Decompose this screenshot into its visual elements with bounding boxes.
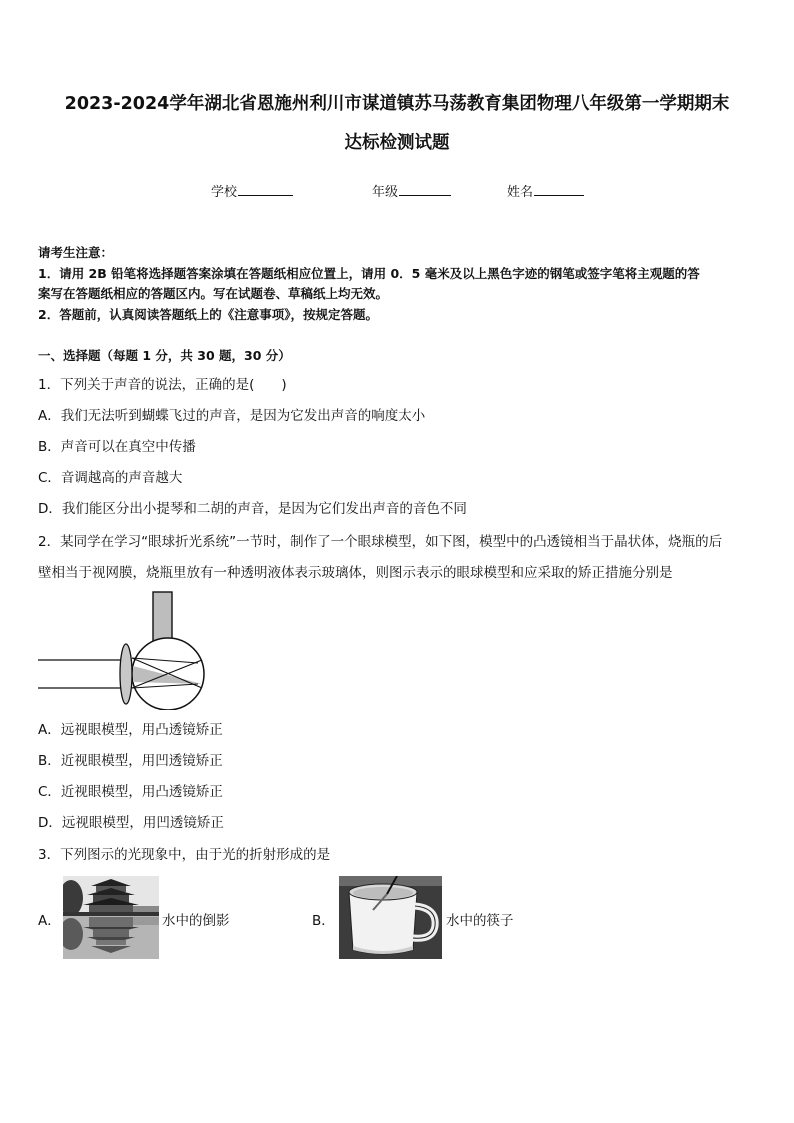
q2-option-d: D．远视眼模型，用凹透镜矫正: [38, 815, 224, 831]
school-blank: [238, 183, 293, 196]
name-blank: [534, 183, 584, 196]
school-label: 学校: [211, 185, 238, 200]
q3-option-b-letter: B．: [312, 913, 335, 929]
exam-title-line2: 达标检测试题: [344, 133, 450, 153]
notice-item2: 2．答题前，认真阅读答题纸上的《注意事项》，按规定答题。: [38, 306, 378, 322]
name-field: [507, 181, 584, 200]
q2-option-a: A．远视眼模型，用凸透镜矫正: [38, 722, 223, 738]
name-label: 姓名: [507, 185, 534, 200]
school-field: [211, 181, 293, 200]
q1-option-b: B．声音可以在真空中传播: [38, 439, 196, 455]
notice-heading: 请考生注意：: [38, 245, 114, 260]
q3-option-b-text: 水中的筷子: [446, 913, 514, 929]
exam-title-line1: 2023-2024学年湖北省恩施州利川市谋道镇苏马荡教育集团物理八年级第一学期期末: [64, 94, 730, 114]
q3-option-a-letter: A．: [38, 913, 61, 929]
q1-stem: 1．下列关于声音的说法，正确的是( ): [38, 377, 287, 393]
grade-label: 年级: [372, 185, 399, 200]
q2-stem-line1: 2．某同学在学习“眼球折光系统”一节时，制作了一个眼球模型，如下图，模型中的凸透镜相当于晶状体，烧瓶的后: [38, 534, 723, 550]
grade-field: [372, 181, 451, 200]
grade-blank: [399, 183, 451, 196]
q1-option-c: C．音调越高的声音越大: [38, 470, 183, 486]
notice-block: [38, 243, 762, 325]
eye-model-diagram: [36, 588, 216, 710]
q2-option-c: C．近视眼模型，用凸透镜矫正: [38, 784, 223, 800]
q3-stem: 3．下列图示的光现象中，由于光的折射形成的是: [38, 847, 331, 863]
student-info-row: [0, 181, 794, 201]
q3-option-a-text: 水中的倒影: [162, 913, 230, 929]
cup-chopstick-photo: [339, 876, 442, 959]
q1-option-d: D．我们能区分出小提琴和二胡的声音，是因为它们发出声音的音色不同: [38, 501, 467, 517]
section-heading: 一、选择题（每题 1 分，共 30 题，30 分）: [38, 348, 291, 363]
convex-lens: [120, 644, 132, 704]
notice-item1-line2: 案写在答题纸相应的答题区内。写在试题卷、草稿纸上均无效。: [38, 286, 389, 301]
q2-option-b: B．近视眼模型，用凹透镜矫正: [38, 753, 223, 769]
q2-stem-line2: 壁相当于视网膜，烧瓶里放有一种透明液体表示玻璃体，则图示表示的眼球模型和应采取的矫正措施分别是: [38, 565, 673, 581]
q1-option-a: A．我们无法听到蝴蝶飞过的声音，是因为它发出声音的响度太小: [38, 408, 426, 424]
notice-item1-line1: 1．请用 2B 铅笔将选择题答案涂填在答题纸相应位置上，请用 0．5 毫米及以上黑色字迹的钢笔或签字笔将主观题的答: [38, 265, 700, 281]
pagoda-reflection-photo: [63, 876, 159, 959]
